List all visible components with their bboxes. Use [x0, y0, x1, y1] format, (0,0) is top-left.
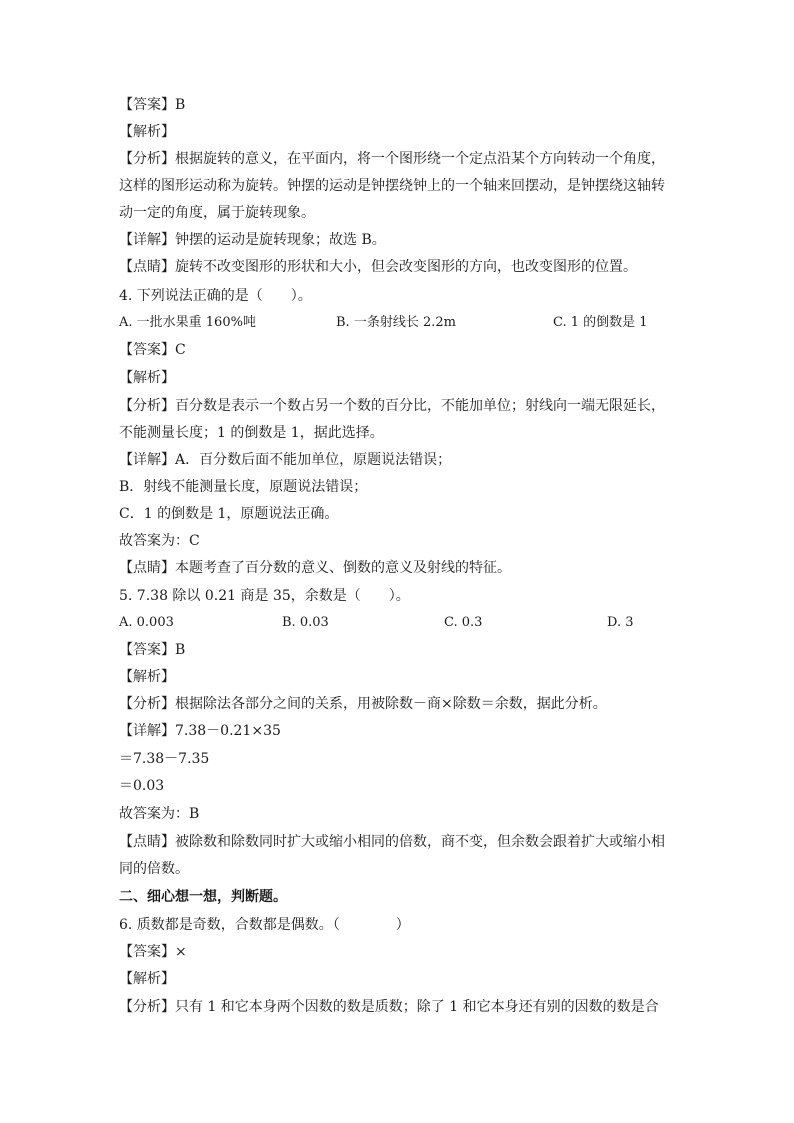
- q3-note: 【点睛】旋转不改变图形的形状和大小，但会改变图形的方向，也改变图形的位置。: [119, 259, 637, 275]
- q5-detail-step-1: 【详解】7.38－0.21×35: [119, 723, 281, 739]
- q4-detail-b: B．射线不能测量长度，原题说法错误；: [119, 479, 368, 495]
- q5-question: 5. 7.38 除以 0.21 商是 35，余数是（ ）。: [119, 588, 410, 604]
- q5-option-b: B. 0.03: [282, 615, 329, 630]
- q4-detail-a: 【详解】A．百分数后面不能加单位，原题说法错误；: [119, 452, 452, 468]
- q4-note: 【点睛】本题考查了百分数的意义、倒数的意义及射线的特征。: [119, 560, 511, 576]
- q5-answer: 【答案】B: [119, 642, 186, 658]
- q5-option-c: C. 0.3: [444, 615, 483, 630]
- q3-analysis-heading: 【解析】: [119, 124, 175, 140]
- q4-answer: 【答案】C: [119, 342, 186, 358]
- q4-option-a: A. 一批水果重 160%吨: [119, 315, 256, 330]
- q5-option-d: D. 3: [607, 615, 634, 630]
- q4-analysis-line-1: 【分析】百分数是表示一个数占另一个数的百分比，不能加单位；射线向一端无限延长，: [119, 398, 665, 414]
- q3-analysis-line-2: 这样的图形运动称为旋转。钟摆的运动是钟摆绕钟上的一个轴来回摆动，是钟摆绕这轴转: [119, 178, 665, 194]
- q5-note-line-2: 同的倍数。: [119, 861, 189, 877]
- q4-option-b: B. 一条射线长 2.2m: [336, 315, 456, 330]
- q3-analysis-line-1: 【分析】根据旋转的意义，在平面内，将一个图形绕一个定点沿某个方向转动一个角度，: [119, 151, 665, 167]
- q5-option-a: A. 0.003: [119, 615, 174, 630]
- q6-analysis-heading: 【解析】: [119, 971, 175, 987]
- q3-answer: 【答案】B: [119, 97, 186, 113]
- q5-analysis-heading: 【解析】: [119, 669, 175, 685]
- q6-answer: 【答案】×: [119, 944, 187, 960]
- q4-detail-c: C．1 的倒数是 1，原题说法正确。: [119, 506, 339, 522]
- q4-analysis-heading: 【解析】: [119, 370, 175, 386]
- q5-conclusion: 故答案为：B: [119, 806, 200, 822]
- section-heading: 二、细心想一想，判断题。: [119, 889, 287, 905]
- q5-analysis-line-1: 【分析】根据除法各部分之间的关系，用被除数－商×除数＝余数，据此分析。: [119, 696, 607, 712]
- q4-option-c: C. 1 的倒数是 1: [553, 315, 648, 330]
- q4-analysis-line-2: 不能测量长度；1 的倒数是 1，据此选择。: [119, 425, 384, 441]
- q5-note-line-1: 【点睛】被除数和除数同时扩大或缩小相同的倍数，商不变，但余数会跟着扩大或缩小相: [119, 834, 665, 850]
- q4-question: 4. 下列说法正确的是（ ）。: [119, 288, 312, 304]
- q4-conclusion: 故答案为：C: [119, 533, 200, 549]
- q5-detail-step-2: ＝7.38－7.35: [119, 751, 210, 767]
- q3-analysis-line-3: 动一定的角度，属于旋转现象。: [119, 205, 315, 221]
- q6-analysis-line-1: 【分析】只有 1 和它本身两个因数的数是质数；除了 1 和它本身还有别的因数的数是合: [119, 999, 659, 1015]
- q5-detail-step-3: ＝0.03: [119, 778, 165, 794]
- q6-question: 6. 质数都是奇数，合数都是偶数。（ ）: [119, 917, 410, 933]
- q3-detail: 【详解】钟摆的运动是旋转现象；故选 B。: [119, 232, 386, 248]
